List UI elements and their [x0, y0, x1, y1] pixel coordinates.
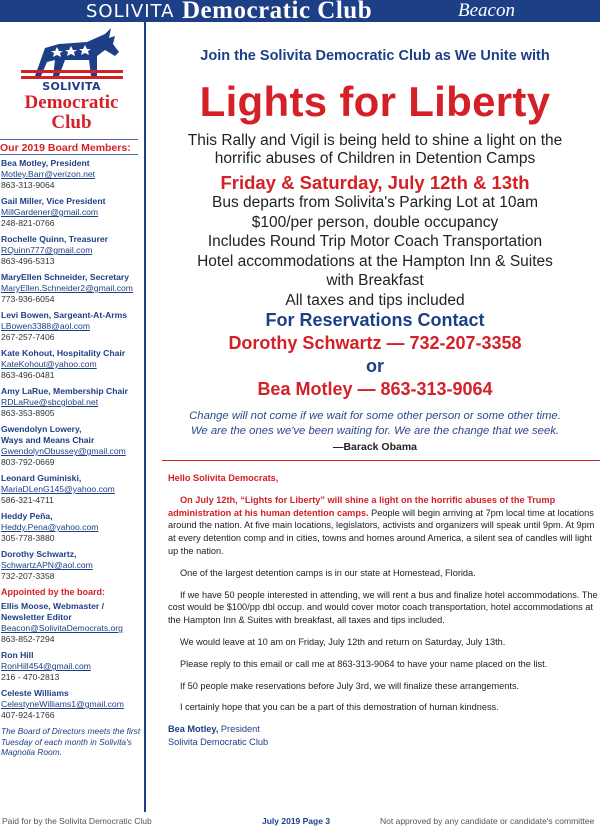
member-email[interactable]: Heddy.Pena@yahoo.com: [1, 522, 99, 532]
signature-org: Solivita Democratic Club: [168, 736, 269, 747]
member-phone: 586-321-4711: [1, 495, 54, 505]
contact-bea: Bea Motley — 863-313-9064: [257, 379, 493, 399]
footer-paid-for: Paid for by the Solivita Democratic Club: [2, 816, 152, 826]
member-name: Leonard Guminiski,: [1, 473, 82, 483]
section-divider: [162, 460, 600, 461]
board-member: [1, 511, 143, 544]
letter-paragraph: We would leave at 10 am on Friday, July 12th and return on Saturday, July 13th.: [180, 636, 506, 647]
logo-solivita: SOLIVITA: [42, 80, 101, 93]
detail-line: All taxes and tips included: [285, 291, 465, 309]
appointed-member: [1, 650, 143, 683]
member-name: Gail Miller, Vice President: [1, 196, 106, 206]
member-phone: 803-792-0669: [1, 457, 55, 467]
logo-club: Club: [51, 112, 92, 133]
appointed-member: [1, 688, 143, 721]
masthead-solivita: SOLIVITA: [86, 1, 175, 22]
event-title: Lights for Liberty: [199, 78, 551, 125]
member-email[interactable]: MaryEllen.Schneider2@gmail.com: [1, 283, 133, 293]
letter-greeting: Hello Solivita Democrats,: [168, 473, 279, 483]
member-phone: 863-496-5313: [1, 256, 55, 266]
masthead-banner: [0, 0, 600, 22]
board-member: [1, 473, 143, 506]
trip-details: [150, 193, 600, 310]
letter-paragraph: I certainly hope that you can be a part of this demostration of human kindness.: [180, 702, 499, 713]
donkey-logo-icon: [17, 26, 127, 84]
member-email[interactable]: Beacon@SolivitaDemocrats.org: [1, 623, 123, 633]
member-name: Ron Hill: [1, 650, 34, 660]
member-email[interactable]: SchwartzAPN@aol.com: [1, 560, 93, 570]
board-member: [1, 386, 143, 419]
rally-description: [150, 132, 600, 168]
detail-line: Hotel accommodations at the Hampton Inn & Suites: [197, 252, 553, 270]
letter-body: [168, 472, 598, 749]
board-member: [1, 549, 143, 582]
member-phone: 863-496-0481: [1, 370, 55, 380]
sidebar: [0, 22, 143, 812]
masthead-title: Democratic Club: [182, 0, 373, 22]
board-member: [1, 196, 143, 229]
member-phone: 773-936-6054: [1, 294, 55, 304]
letter-paragraph: If we have 50 people interested in attending, we will rent a bus and finalize hotel accommodations. The cost would be $100/pp dbl occup. and would cover motor coach transportation, hotel accommodations at the Hampton Inn & Suites with breakfast, all taxes and tips included.: [168, 589, 598, 626]
board-member-list: [1, 158, 143, 758]
member-phone: 863-313-9064: [1, 180, 55, 190]
quote-attribution: —Barack Obama: [332, 441, 418, 453]
rally-line: horrific abuses of Children in Detention Camps: [214, 150, 536, 167]
member-name: Levi Bowen, Sargeant-At-Arms: [1, 310, 128, 320]
sidebar-rule-2: [0, 154, 138, 155]
reservations-heading: For Reservations Contact: [265, 310, 485, 330]
member-email[interactable]: RQuinn777@gmail.com: [1, 245, 93, 255]
page-footer: [0, 813, 600, 831]
member-email[interactable]: MariaDLenG145@yahoo.com: [1, 484, 115, 494]
member-phone: 407-924-1766: [1, 710, 55, 720]
contact-or: or: [366, 356, 384, 376]
appointed-heading: Appointed by the board:: [1, 587, 105, 597]
masthead-beacon: Beacon: [458, 0, 515, 21]
member-phone: 305-778-3880: [1, 533, 55, 543]
member-phone: 863-852-7294: [1, 634, 55, 644]
member-role: Ways and Means Chair: [1, 435, 95, 445]
member-phone: 248-821-0766: [1, 218, 55, 228]
letter-paragraph: One of the largest detention camps is in our state at Homestead, Florida.: [180, 567, 476, 578]
detail-line: $100/per person, double occupancy: [251, 213, 499, 231]
quote-line: Change will not come if we wait for some other person or some other time.: [189, 410, 561, 422]
sidebar-rule-top: [0, 139, 138, 140]
member-name: Heddy Peña,: [1, 511, 53, 521]
detail-line: Includes Round Trip Motor Coach Transportation: [207, 233, 543, 250]
board-member: [1, 234, 143, 267]
event-date: Friday & Saturday, July 12th & 13th: [220, 172, 530, 193]
appointed-member: [1, 601, 143, 645]
board-heading: Our 2019 Board Members:: [0, 142, 131, 154]
letter-text: People will begin arriving at 7pm local time at locations around the nation. At five main locations, legislators, activists and organizers will speak until 9pm. At 9pm at every detention comp and in cities, towns and homes around America, a silent sea of candles will light up the nation.: [168, 507, 595, 556]
member-name: Dorothy Schwartz,: [1, 549, 77, 559]
logo-democratic: Democratic: [24, 92, 119, 113]
join-headline: Join the Solivita Democratic Club as We Unite with: [200, 48, 550, 64]
member-phone: 863-353-8905: [1, 408, 55, 418]
footer-page-number: July 2019 Page 3: [262, 816, 331, 826]
member-name: Kate Kohout, Hospitality Chair: [1, 348, 126, 358]
member-email[interactable]: KateKohout@yahoo.com: [1, 359, 97, 369]
member-email[interactable]: MillGardener@gmail.com: [1, 207, 99, 217]
member-name: Bea Motley, President: [1, 158, 90, 168]
member-phone: 732-207-3358: [1, 571, 55, 581]
letter-paragraph: Please reply to this email or call me at 863-313-9064 to have your name placed on the list.: [180, 658, 548, 669]
board-meeting-note: The Board of Directors meets the first Tuesday of each month in Solivita's Magnolia Room.: [1, 726, 141, 757]
member-name: Amy LaRue, Membership Chair: [1, 386, 129, 396]
signature-name: Bea Motley,: [168, 724, 219, 735]
member-email[interactable]: RonHill454@gmail.com: [1, 661, 91, 671]
member-name: Gwendolyn Lowery,: [1, 424, 82, 434]
member-phone: 267-257-7406: [1, 332, 55, 342]
letter-paragraph: If 50 people make reservations before July 3rd, we will finalize these arrangements.: [180, 680, 520, 691]
footer-disclaimer: Not approved by any candidate or candidate's committee: [380, 816, 595, 826]
signature-title: President: [218, 724, 260, 735]
club-logo: [0, 26, 143, 150]
member-name: MaryEllen Schneider, Secretary: [1, 272, 130, 282]
rally-line: This Rally and Vigil is being held to shine a light on the: [187, 132, 563, 149]
member-email[interactable]: Motley.Barr@verizon.net: [1, 169, 96, 179]
letter-highlight: On July 12th, “Lights for Liberty” will shine a light on the horrific abuses of the Trump administration at his human detention camps.: [168, 494, 556, 518]
detail-line: with Breakfast: [326, 272, 424, 289]
board-member: [1, 158, 143, 191]
letter-paragraph: [168, 494, 598, 558]
board-member: [1, 424, 143, 468]
member-role: Newsletter Editor: [1, 612, 72, 622]
member-phone: 216 - 470-2813: [1, 672, 60, 682]
board-member: [1, 310, 143, 343]
quote-line: We are the ones we've been waiting for. We are the change that we seek.: [190, 424, 560, 437]
member-email[interactable]: GwendolynObussey@gmail.com: [1, 446, 126, 456]
member-email[interactable]: CelestyneWilliams1@gmail.com: [1, 699, 124, 709]
detail-line: Bus departs from Solivita's Parking Lot at 10am: [211, 194, 539, 211]
column-divider: [144, 22, 146, 812]
board-member: [1, 348, 143, 381]
member-name: Rochelle Quinn, Treasurer: [1, 234, 108, 244]
letter-signature: [168, 723, 598, 749]
member-name: Celeste Williams: [1, 688, 69, 698]
member-email[interactable]: RDLaRue@sbcglobal.net: [1, 397, 99, 407]
member-name: Ellis Moose, Webmaster /: [1, 601, 104, 611]
member-email[interactable]: LBowen3388@aol.com: [1, 321, 90, 331]
board-member: [1, 272, 143, 305]
contact-dorothy: Dorothy Schwartz — 732-207-3358: [228, 333, 522, 353]
obama-quote: [150, 409, 600, 438]
